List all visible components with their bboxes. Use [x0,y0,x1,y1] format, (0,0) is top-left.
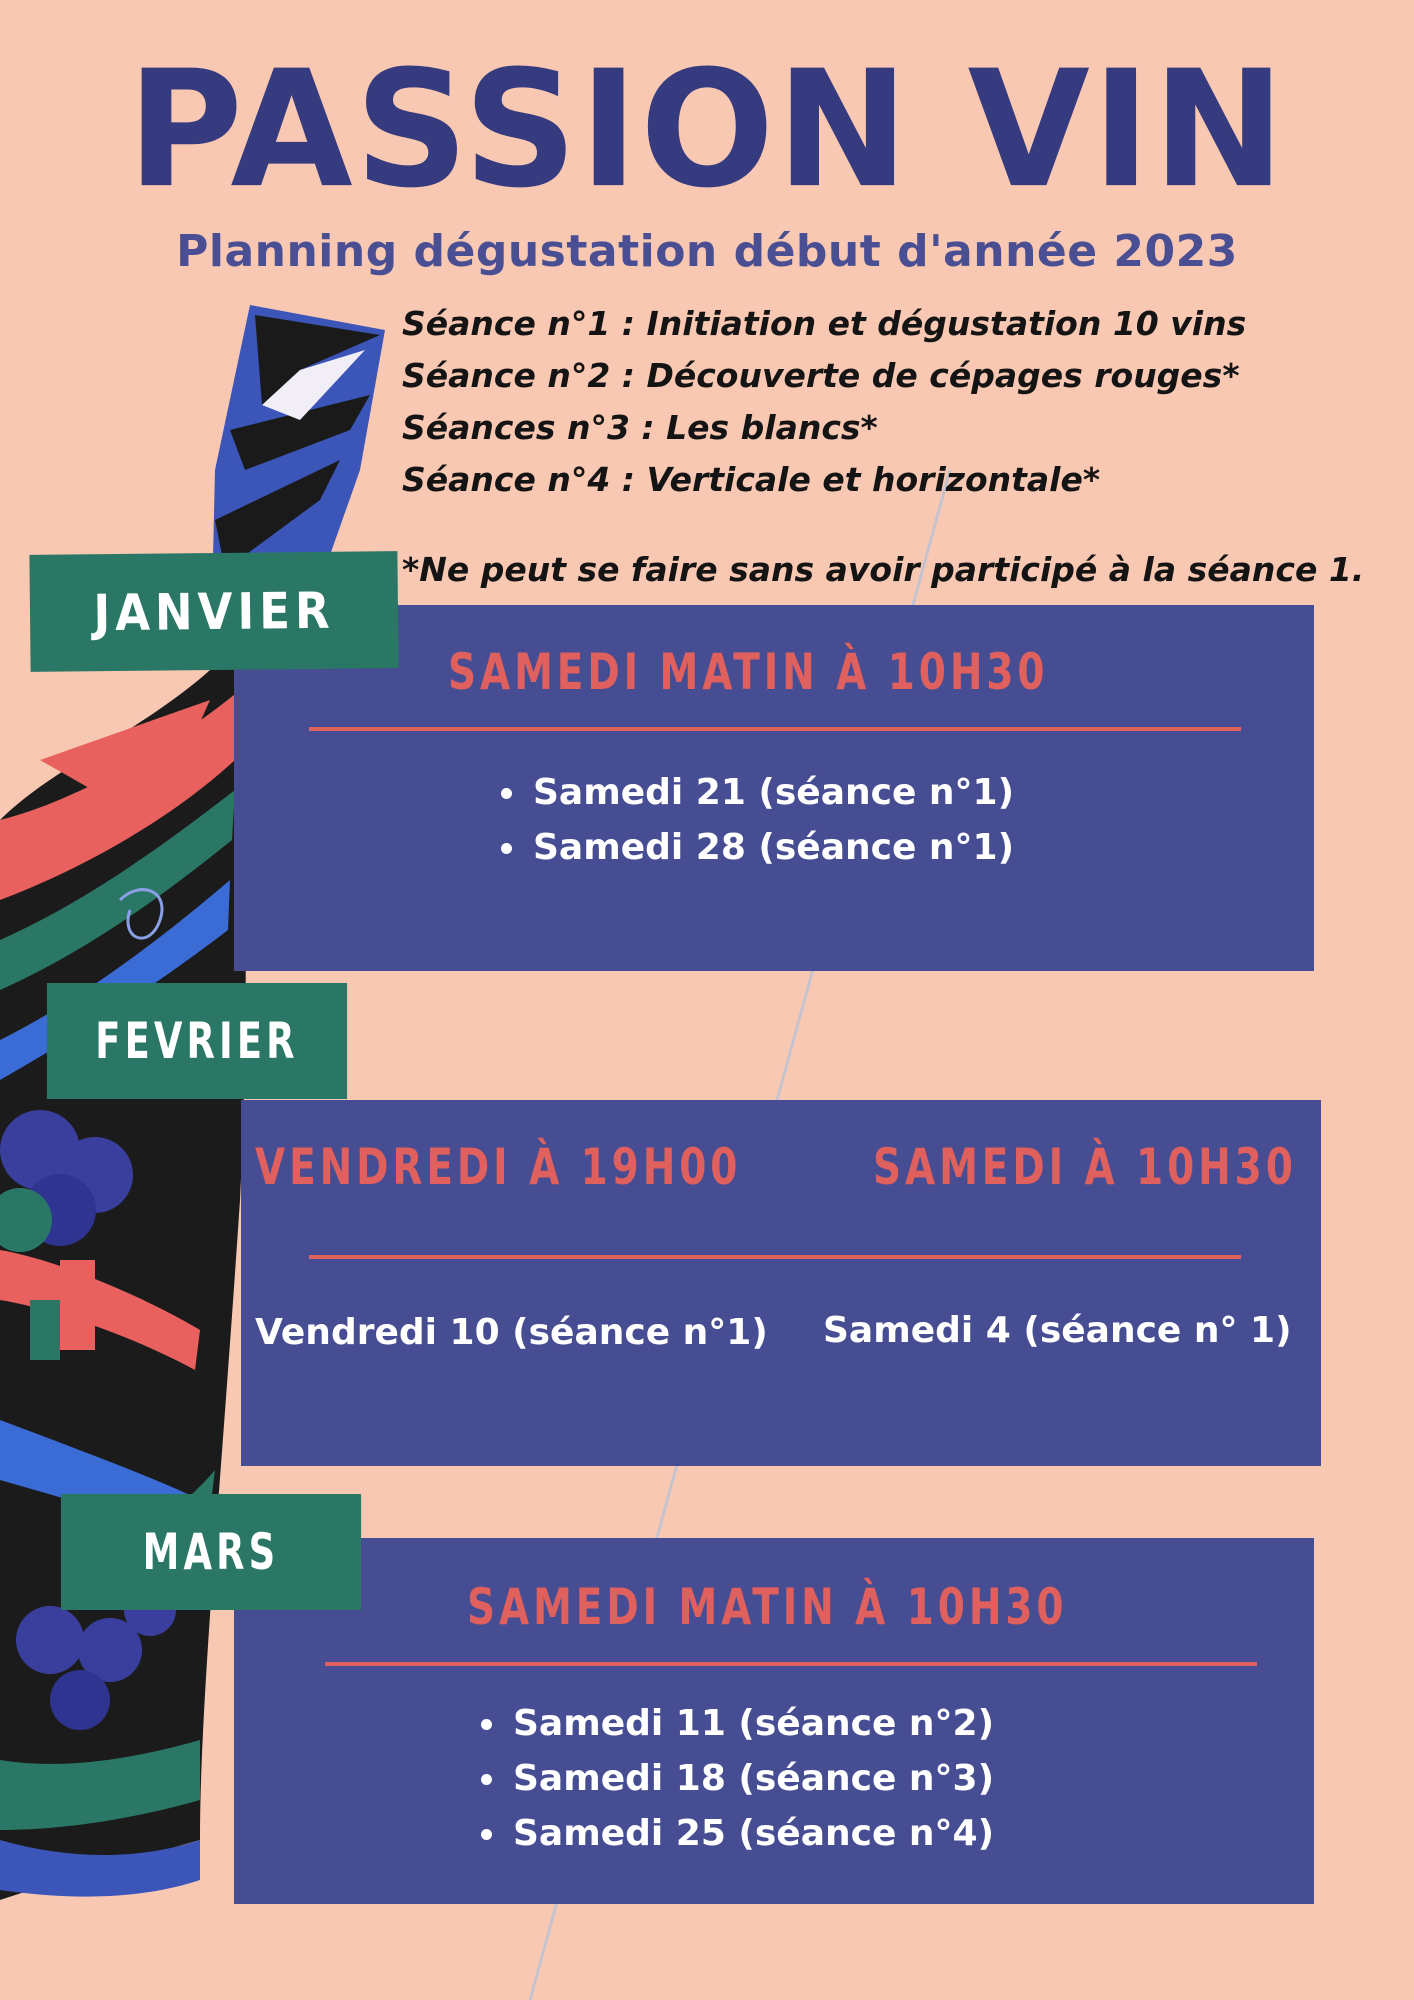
list-item: • Samedi 25 (séance n°4) [509,1806,994,1861]
session-item: Séance n°1 : Initiation et dégustation 10 vins [402,304,1247,343]
page-title: PASSION VIN [127,36,1287,224]
february-divider [309,1255,1241,1259]
march-date-list [469,1696,994,1861]
january-slot-title: SAMEDI MATIN À 10H30 [448,643,1049,701]
february-right-slot-title: SAMEDI À 10H30 [873,1138,1297,1196]
march-divider [325,1662,1257,1666]
january-date-list [489,765,1014,875]
session-item: Séance n°4 : Verticale et horizontale* [402,460,1101,499]
march-slot-title: SAMEDI MATIN À 10H30 [467,1578,1068,1636]
list-item: • Samedi 21 (séance n°1) [529,765,1014,820]
february-right-date: Samedi 4 (séance n° 1) [823,1310,1292,1351]
month-label-mars: MARS [61,1494,361,1610]
month-label-fevrier: FEVRIER [47,983,347,1099]
session-item: Séance n°2 : Découverte de cépages rouges* [402,356,1240,395]
month-label-janvier: JANVIER [29,551,398,672]
footnote: *Ne peut se faire sans avoir participé à la séance 1. [402,550,1365,589]
session-list [402,298,1246,506]
session-item: Séances n°3 : Les blancs* [402,408,878,447]
list-item: • Samedi 18 (séance n°3) [509,1751,994,1806]
page-subtitle: Planning dégustation début d'année 2023 [176,226,1238,277]
february-panel [241,1100,1321,1466]
list-item: • Samedi 11 (séance n°2) [509,1696,994,1751]
list-item: • Samedi 28 (séance n°1) [529,820,1014,875]
march-panel [234,1538,1314,1904]
january-divider [309,727,1241,731]
february-left-slot-title: VENDREDI À 19H00 [255,1138,742,1196]
february-left-date: Vendredi 10 (séance n°1) [255,1312,768,1353]
